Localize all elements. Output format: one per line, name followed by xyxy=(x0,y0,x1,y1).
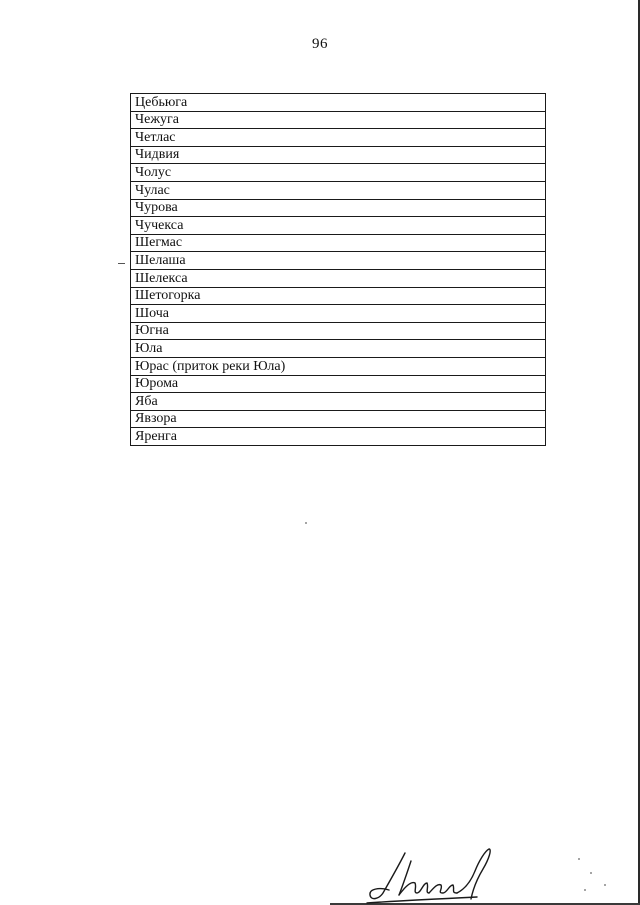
table-row xyxy=(131,217,546,235)
page-number: 96 xyxy=(312,36,328,52)
table-row xyxy=(131,181,546,199)
table-row xyxy=(131,199,546,217)
river-name: Яба xyxy=(131,393,546,411)
river-name: Яренга xyxy=(131,428,546,446)
river-name: Явзора xyxy=(131,410,546,428)
table-row xyxy=(131,234,546,252)
river-name: Юла xyxy=(131,340,546,358)
river-name: Югна xyxy=(131,322,546,340)
table-row xyxy=(131,322,546,340)
table-row xyxy=(131,146,546,164)
river-name: Чучекса xyxy=(131,217,546,235)
river-name: Шетогорка xyxy=(131,287,546,305)
table-row xyxy=(131,129,546,147)
river-name: Цебьюга xyxy=(131,94,546,112)
scan-speck xyxy=(584,889,586,891)
river-name: Шегмас xyxy=(131,234,546,252)
table-row xyxy=(131,357,546,375)
river-name: Шелекса xyxy=(131,269,546,287)
scan-speck xyxy=(305,522,307,524)
scan-speck xyxy=(578,858,580,860)
table-row xyxy=(131,94,546,112)
table-row xyxy=(131,111,546,129)
table-row xyxy=(131,287,546,305)
table-row xyxy=(131,410,546,428)
handwritten-signature-icon xyxy=(365,843,495,905)
river-name: Чидвия xyxy=(131,146,546,164)
river-name: Чежуга xyxy=(131,111,546,129)
river-name: Четлас xyxy=(131,129,546,147)
river-name: Юрас (приток реки Юла) xyxy=(131,357,546,375)
table-row xyxy=(131,340,546,358)
table-row xyxy=(131,393,546,411)
table-row xyxy=(131,375,546,393)
river-name: Чолус xyxy=(131,164,546,182)
river-name: Шелаша xyxy=(131,252,546,270)
table-row xyxy=(131,164,546,182)
scan-speck xyxy=(604,884,606,886)
table-row xyxy=(131,269,546,287)
river-name: Юрома xyxy=(131,375,546,393)
table-row xyxy=(131,428,546,446)
margin-mark xyxy=(118,263,125,264)
scan-speck xyxy=(590,872,592,874)
river-name: Чулас xyxy=(131,181,546,199)
rivers-table-wrapper xyxy=(130,93,546,446)
river-name: Шоча xyxy=(131,305,546,323)
rivers-table xyxy=(130,93,546,446)
river-name: Чурова xyxy=(131,199,546,217)
table-row xyxy=(131,252,546,270)
table-row xyxy=(131,305,546,323)
